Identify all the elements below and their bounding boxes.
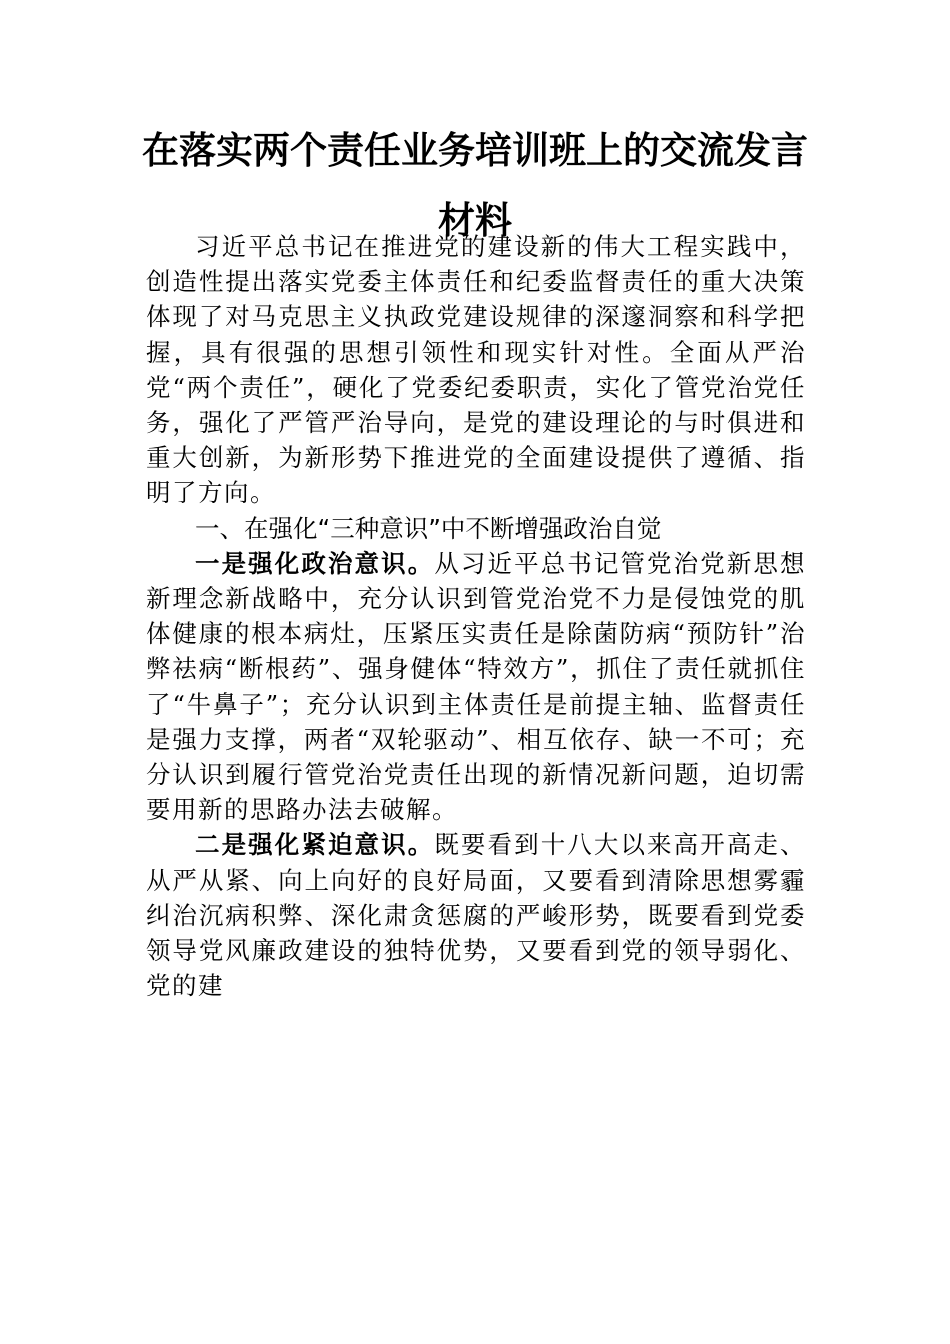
section-heading-1: 一、在强化“三种意识”中不断增强政治自觉	[195, 513, 662, 543]
document-title-line1: 在落实两个责任业务培训班上的交流发言	[142, 128, 808, 172]
paragraph-political-awareness	[146, 546, 806, 828]
paragraph-urgency-awareness	[146, 827, 806, 1003]
intro-paragraph: 习近平总书记在推进党的建设新的伟大工程实践中，创造性提出落实党委主体责任和纪委监督责任的重大决策体现了对马克思主义执政党建设规律的深邃洞察和科学把握，具有很强的思想引领性和现实针对性。全面从严治党“两个责任”，硬化了党委纪委职责，实化了管党治党任务，强化了严管严治导向，是党的建设理论的与时俱进和重大创新，为新形势下推进党的全面建设提供了遵循、指明了方向。	[146, 232, 806, 508]
document-title-line2: 材料	[438, 198, 512, 242]
document-body	[146, 229, 806, 1003]
paragraph-lead: 一是强化政治意识。	[195, 548, 435, 578]
paragraph-text: 从习近平总书记管党治党新思想新理念新战略中，充分认识到管党治党不力是侵蚀党的肌体健康的根本病灶，压紧压实责任是除菌防病“预防针”治弊祛病“断根药”、强身健体“特效方”，抓住了责任就抓住了“牛鼻子”；充分认识到主体责任是前提主轴、监督责任是强力支撑，两者“双轮驱动”、相互依存、缺一不可；充分认识到履行管党治党责任出现的新情况新问题，迫切需要用新的思路办法去破解。	[146, 548, 807, 825]
paragraph-lead: 二是强化紧迫意识。	[195, 830, 435, 860]
paragraph-text: 既要看到十八大以来高开高走、从严从紧、向上向好的良好局面，又要看到清除思想雾霾纠治沉病积弊、深化肃贪惩腐的严峻形势，既要看到党委领导党风廉政建设的独特优势，又要看到党的领导弱化、党的建	[146, 830, 807, 1001]
